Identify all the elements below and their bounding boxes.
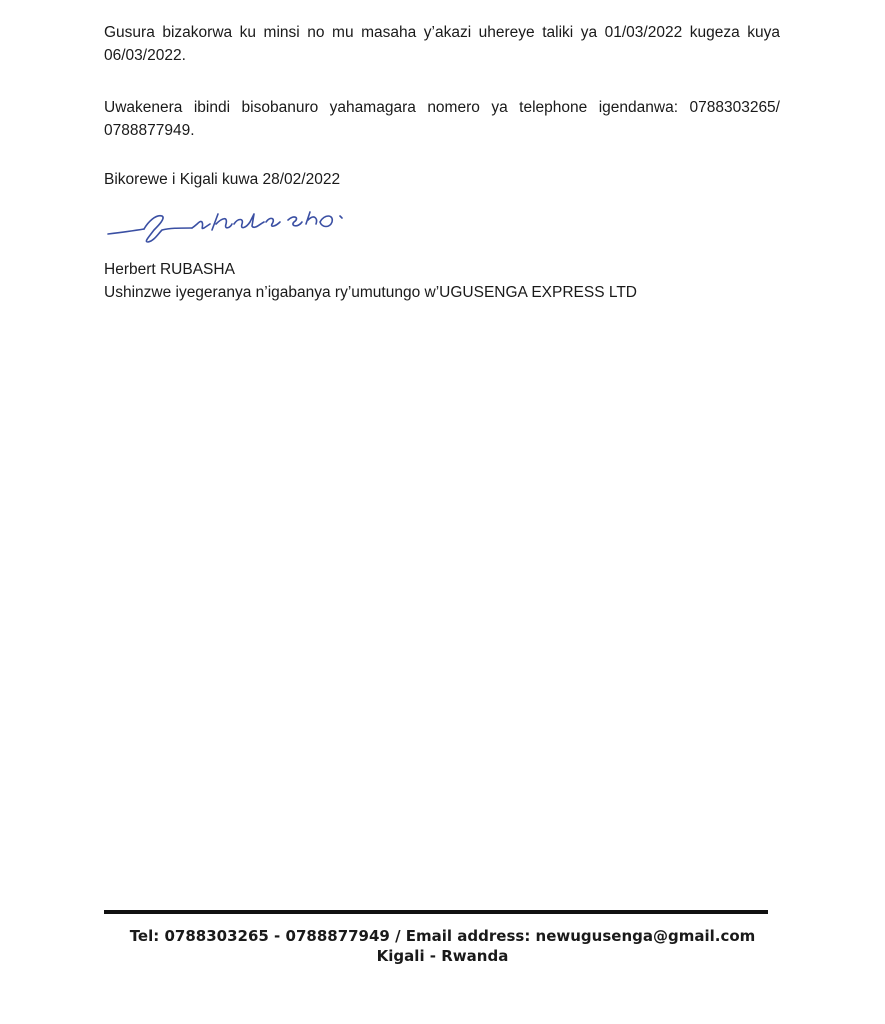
paragraph-line: Uwakenera ibindi bisobanuro yahamagara nomero ya telephone igendanwa: 0788303265/ <box>104 99 780 116</box>
paragraph-line: 06/03/2022. <box>104 47 186 64</box>
contact-info-paragraph <box>104 96 780 142</box>
footer-location-line: Kigali - Rwanda <box>376 947 509 965</box>
handwritten-signature <box>104 200 364 250</box>
footer-contact-line: Tel: 0788303265 - 0788877949 / Email address: newugusenga@gmail.com <box>129 927 756 945</box>
signatory-name: Herbert RUBASHA <box>104 261 235 278</box>
visit-schedule-paragraph <box>104 21 780 67</box>
signatory-role: Ushinzwe iyegeranya n’igabanya ry’umutungo w’UGUSENGA EXPRESS LTD <box>104 284 637 301</box>
signature-image <box>104 200 364 250</box>
paragraph-line: 0788877949. <box>104 122 195 139</box>
place-date-line: Bikorewe i Kigali kuwa 28/02/2022 <box>104 171 341 188</box>
paragraph-line: Gusura bizakorwa ku minsi no mu masaha y’akazi uhereye taliki ya 01/03/2022 kugeza kuya <box>104 24 780 41</box>
footer-divider <box>104 910 768 914</box>
